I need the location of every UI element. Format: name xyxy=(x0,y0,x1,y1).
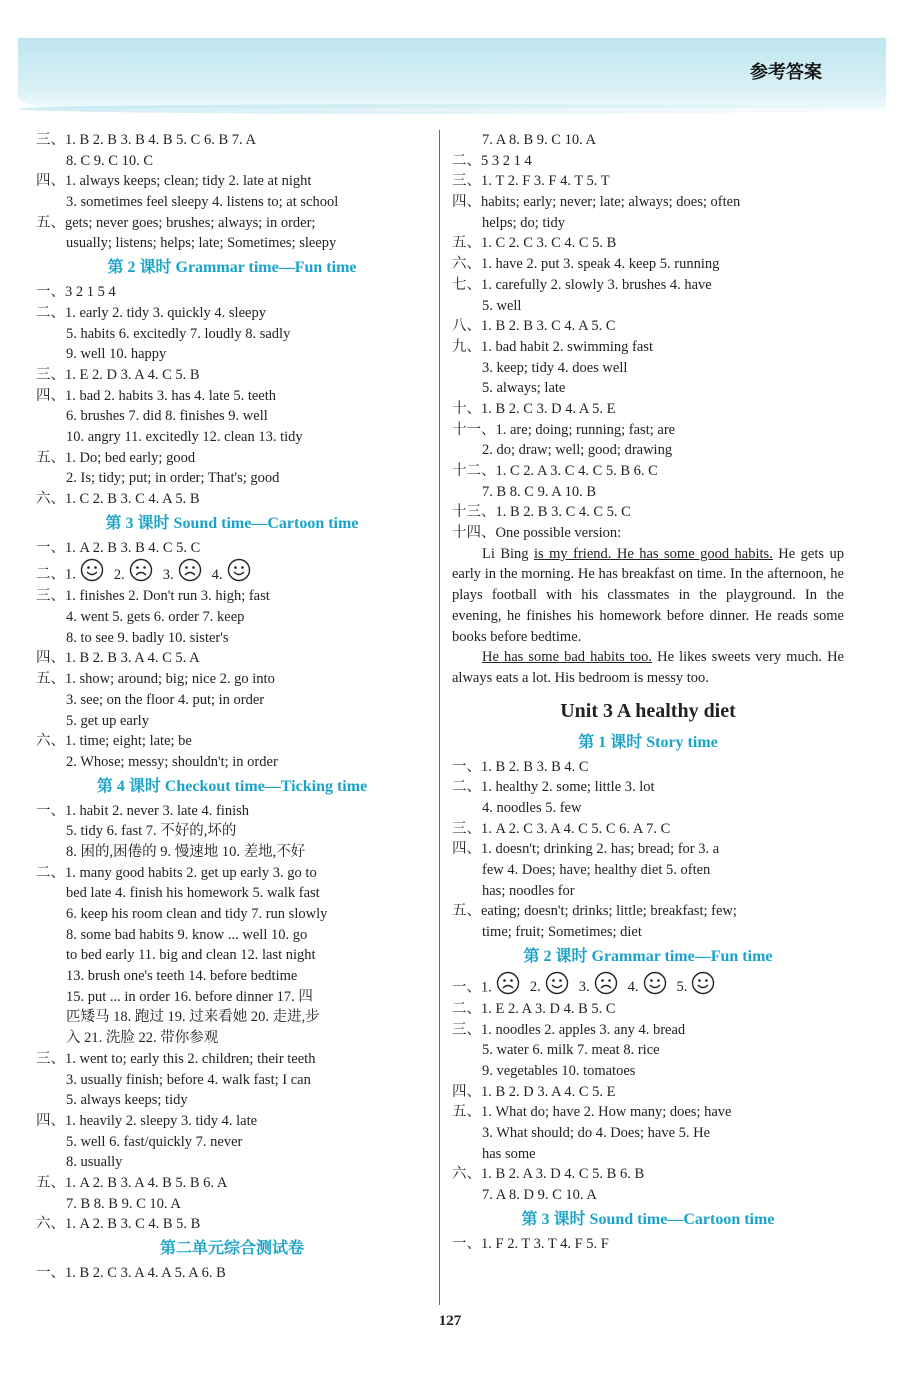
answer-line: 四、1. bad 2. habits 3. has 4. late 5. teeth xyxy=(36,387,277,404)
left-column xyxy=(36,130,428,1284)
answer-line: 10. angry 11. excitedly 12. clean 13. tidy xyxy=(66,428,303,445)
answer-line: to bed early 11. big and clean 12. last night xyxy=(66,947,316,964)
answer-line: helps; do; tidy xyxy=(482,214,565,231)
answer-line: 二、1. E 2. A 3. D 4. B 5. C xyxy=(452,1000,616,1017)
answer-line: 五、1. show; around; big; nice 2. go into xyxy=(36,671,275,688)
answer-line: 十二、1. C 2. A 3. C 4. C 5. B 6. C xyxy=(452,463,658,479)
answer-line: few 4. Does; have; healthy diet 5. often xyxy=(482,862,711,879)
answer-line: 五、1. A 2. B 3. A 4. B 5. B 6. A xyxy=(36,1174,228,1191)
lesson-heading: 第二单元综合测试卷 xyxy=(159,1240,304,1257)
answer-line: 四、habits; early; never; late; always; does; often xyxy=(452,194,741,211)
answer-line: 一、1. B 2. C 3. A 4. A 5. A 6. B xyxy=(36,1265,226,1281)
answer-line: 三、1. B 2. B 3. B 4. B 5. C 6. B 7. A xyxy=(36,132,256,148)
answer-line: 五、eating; doesn't; drinks; little; breakfast; few; xyxy=(452,903,737,920)
answer-line: 9. well 10. happy xyxy=(66,346,167,363)
answer-line: 六、1. time; eight; late; be xyxy=(36,733,192,750)
answer-line: usually; listens; helps; late; Sometimes; sleepy xyxy=(66,235,337,252)
answer-line: 5. water 6. milk 7. meat 8. rice xyxy=(482,1042,660,1059)
answer-line: 5. habits 6. excitedly 7. loudly 8. sadly xyxy=(66,325,291,342)
lesson-heading: 第 3 课时 Sound time—Cartoon time xyxy=(105,514,359,532)
answer-line: 8. usually xyxy=(66,1154,123,1171)
answer-line: 6. keep his room clean and tidy 7. run slowly xyxy=(66,906,328,922)
answer-line: 三、1. A 2. C 3. A 4. C 5. C 6. A 7. C xyxy=(452,820,671,837)
answer-line: 3. usually finish; before 4. walk fast; I can xyxy=(66,1071,311,1088)
answer-line: 5. always; late xyxy=(482,380,566,397)
lesson-heading: 第 2 课时 Grammar time—Fun time xyxy=(523,947,773,965)
answer-line: 三、1. E 2. D 3. A 4. C 5. B xyxy=(36,366,200,383)
answer-line: 入 21. 洗脸 22. 带你参观 xyxy=(66,1030,219,1047)
face-number: 3. xyxy=(162,566,174,583)
answer-line: has; noodles for xyxy=(482,882,575,899)
faces-lead: 一、1. xyxy=(452,979,492,996)
answer-line: 五、1. C 2. C 3. C 4. C 5. B xyxy=(452,235,617,252)
page-header-title: 参考答案 xyxy=(750,62,822,83)
faces-answer-line xyxy=(36,558,428,586)
answer-line: 9. vegetables 10. tomatoes xyxy=(482,1062,636,1079)
answer-line: 九、1. bad habit 2. swimming fast xyxy=(452,338,653,355)
answer-line: 三、1. went to; early this 2. children; their teeth xyxy=(36,1050,316,1067)
unit-title: Unit 3 A healthy diet xyxy=(560,699,736,722)
answer-line: 二、1. early 2. tidy 3. quickly 4. sleepy xyxy=(36,304,266,321)
answer-line: 四、1. always keeps; clean; tidy 2. late at night xyxy=(36,173,312,190)
essay-underlined: is my friend. He has some good habits. xyxy=(534,545,773,562)
answer-line: 5. always keeps; tidy xyxy=(66,1092,188,1109)
answer-line: 十三、1. B 2. B 3. C 4. C 5. C xyxy=(452,504,631,521)
answer-line: 三、1. finishes 2. Don't run 3. high; fast xyxy=(36,588,270,605)
face-number: 4. xyxy=(211,566,223,583)
lesson-heading: 第 3 课时 Sound time—Cartoon time xyxy=(521,1210,775,1228)
answer-line: 一、1. A 2. B 3. B 4. C 5. C xyxy=(36,539,201,556)
answer-line: 13. brush one's teeth 14. before bedtime xyxy=(66,968,298,985)
answer-line: 四、1. heavily 2. sleepy 3. tidy 4. late xyxy=(36,1112,258,1129)
face-number: 3. xyxy=(578,979,590,996)
essay-underlined: He has some bad habits too. xyxy=(482,649,653,666)
answer-line: 八、1. B 2. B 3. C 4. A 5. C xyxy=(452,318,616,335)
answer-line: 3. keep; tidy 4. does well xyxy=(482,359,628,376)
answer-line: 五、gets; never goes; brushes; always; in order; xyxy=(36,214,316,231)
answer-line: 2. Whose; messy; shouldn't; in order xyxy=(66,753,278,770)
answer-line: 六、1. C 2. B 3. C 4. A 5. B xyxy=(36,491,200,507)
answer-line: 2. do; draw; well; good; drawing xyxy=(482,442,673,459)
answer-line: 7. B 8. C 9. A 10. B xyxy=(482,483,597,500)
answer-line: 十一、1. are; doing; running; fast; are xyxy=(452,421,676,438)
answer-line: 四、1. B 2. B 3. A 4. C 5. A xyxy=(36,650,200,667)
answer-line: time; fruit; Sometimes; diet xyxy=(482,924,642,941)
answer-line: 五、1. What do; have 2. How many; does; have xyxy=(452,1104,732,1121)
answer-line: 十、1. B 2. C 3. D 4. A 5. E xyxy=(452,400,616,417)
face-number: 2. xyxy=(529,979,541,996)
answer-line: 7. A 8. D 9. C 10. A xyxy=(482,1187,597,1204)
answer-line: 4. went 5. gets 6. order 7. keep xyxy=(66,609,245,626)
answer-line: 3. What should; do 4. Does; have 5. He xyxy=(482,1124,711,1141)
face-number: 4. xyxy=(627,979,639,996)
answer-line: 匹矮马 18. 跑过 19. 过来看她 20. 走进,步 xyxy=(66,1009,320,1026)
answer-line: 十四、One possible version: xyxy=(452,525,622,542)
answer-line: 一、3 2 1 5 4 xyxy=(36,284,116,301)
faces-answer-line xyxy=(452,971,844,999)
answer-line: 5. get up early xyxy=(66,712,149,729)
answer-line: 六、1. have 2. put 3. speak 4. keep 5. running xyxy=(452,256,720,273)
face-number: 2. xyxy=(113,566,125,583)
answer-line: 三、1. noodles 2. apples 3. any 4. bread xyxy=(452,1021,686,1038)
answer-line: bed late 4. finish his homework 5. walk fast xyxy=(66,885,320,902)
answer-line: 4. noodles 5. few xyxy=(482,800,582,817)
answer-line: 二、1. many good habits 2. get up early 3. go to xyxy=(36,864,317,881)
answer-line: 3. see; on the floor 4. put; in order xyxy=(66,691,265,708)
answer-line: 5. well 6. fast/quickly 7. never xyxy=(66,1133,243,1150)
essay-text: He likes sweets very much. He always eats a lot. His bedroom is messy too. xyxy=(452,649,844,686)
answer-line: 一、1. F 2. T 3. T 4. F 5. F xyxy=(452,1235,609,1252)
answer-line: 6. brushes 7. did 8. finishes 9. well xyxy=(66,408,268,425)
right-column xyxy=(452,130,844,1254)
answer-line: 二、1. healthy 2. some; little 3. lot xyxy=(452,779,655,796)
answer-line: 3. sometimes feel sleepy 4. listens to; at school xyxy=(66,194,339,211)
answer-line: 四、1. doesn't; drinking 2. has; bread; for 3. a xyxy=(452,841,720,858)
answer-line: 15. put ... in order 16. before dinner 17. 四 xyxy=(66,988,313,1005)
answer-line: 六、1. B 2. A 3. D 4. C 5. B 6. B xyxy=(452,1166,645,1183)
answer-line: 7. A 8. B 9. C 10. A xyxy=(482,132,597,148)
answer-line: 8. some bad habits 9. know ... well 10. go xyxy=(66,926,308,943)
essay-text: He gets up early in the morning. He has breakfast on time. In the afternoon, he plays football with his classmates in the playground. In the evening, he finishes his homework before dinner. He reads some books before bedtime. xyxy=(452,545,844,645)
answer-line: 四、1. B 2. D 3. A 4. C 5. E xyxy=(452,1083,616,1100)
answer-line: 一、1. habit 2. never 3. late 4. finish xyxy=(36,802,250,819)
essay-text: Li Bing xyxy=(482,545,535,562)
answer-line: 8. to see 9. badly 10. sister's xyxy=(66,629,229,646)
faces-lead: 二、1. xyxy=(36,566,76,583)
lesson-heading: 第 2 课时 Grammar time—Fun time xyxy=(107,259,357,277)
answer-line: 一、1. B 2. B 3. B 4. C xyxy=(452,758,589,775)
answer-line: 2. Is; tidy; put; in order; That's; good xyxy=(66,470,280,487)
answer-line: 8. C 9. C 10. C xyxy=(66,152,154,169)
column-divider xyxy=(439,130,440,1305)
answer-line: 8. 困的,困倦的 9. 慢速地 10. 差地,不好 xyxy=(66,843,306,860)
lesson-heading: 第 1 课时 Story time xyxy=(578,733,718,751)
answer-line: 三、1. T 2. F 3. F 4. T 5. T xyxy=(452,173,610,190)
answer-line: 5. tidy 6. fast 7. 不好的,坏的 xyxy=(66,823,237,840)
answer-line: 五、1. Do; bed early; good xyxy=(36,449,196,466)
answer-line: 7. B 8. B 9. C 10. A xyxy=(66,1195,181,1212)
answer-line: 二、5 3 2 1 4 xyxy=(452,152,532,169)
answer-line: 七、1. carefully 2. slowly 3. brushes 4. have xyxy=(452,276,712,293)
face-number: 5. xyxy=(676,979,688,996)
essay-paragraph-2 xyxy=(452,647,844,688)
answer-line: has some xyxy=(482,1145,536,1162)
lesson-heading: 第 4 课时 Checkout time—Ticking time xyxy=(96,777,368,795)
answer-line: 六、1. A 2. B 3. C 4. B 5. B xyxy=(36,1216,201,1233)
page-number: 127 xyxy=(438,1313,462,1329)
answer-line: 5. well xyxy=(482,297,522,314)
essay-paragraph-1 xyxy=(452,544,844,648)
